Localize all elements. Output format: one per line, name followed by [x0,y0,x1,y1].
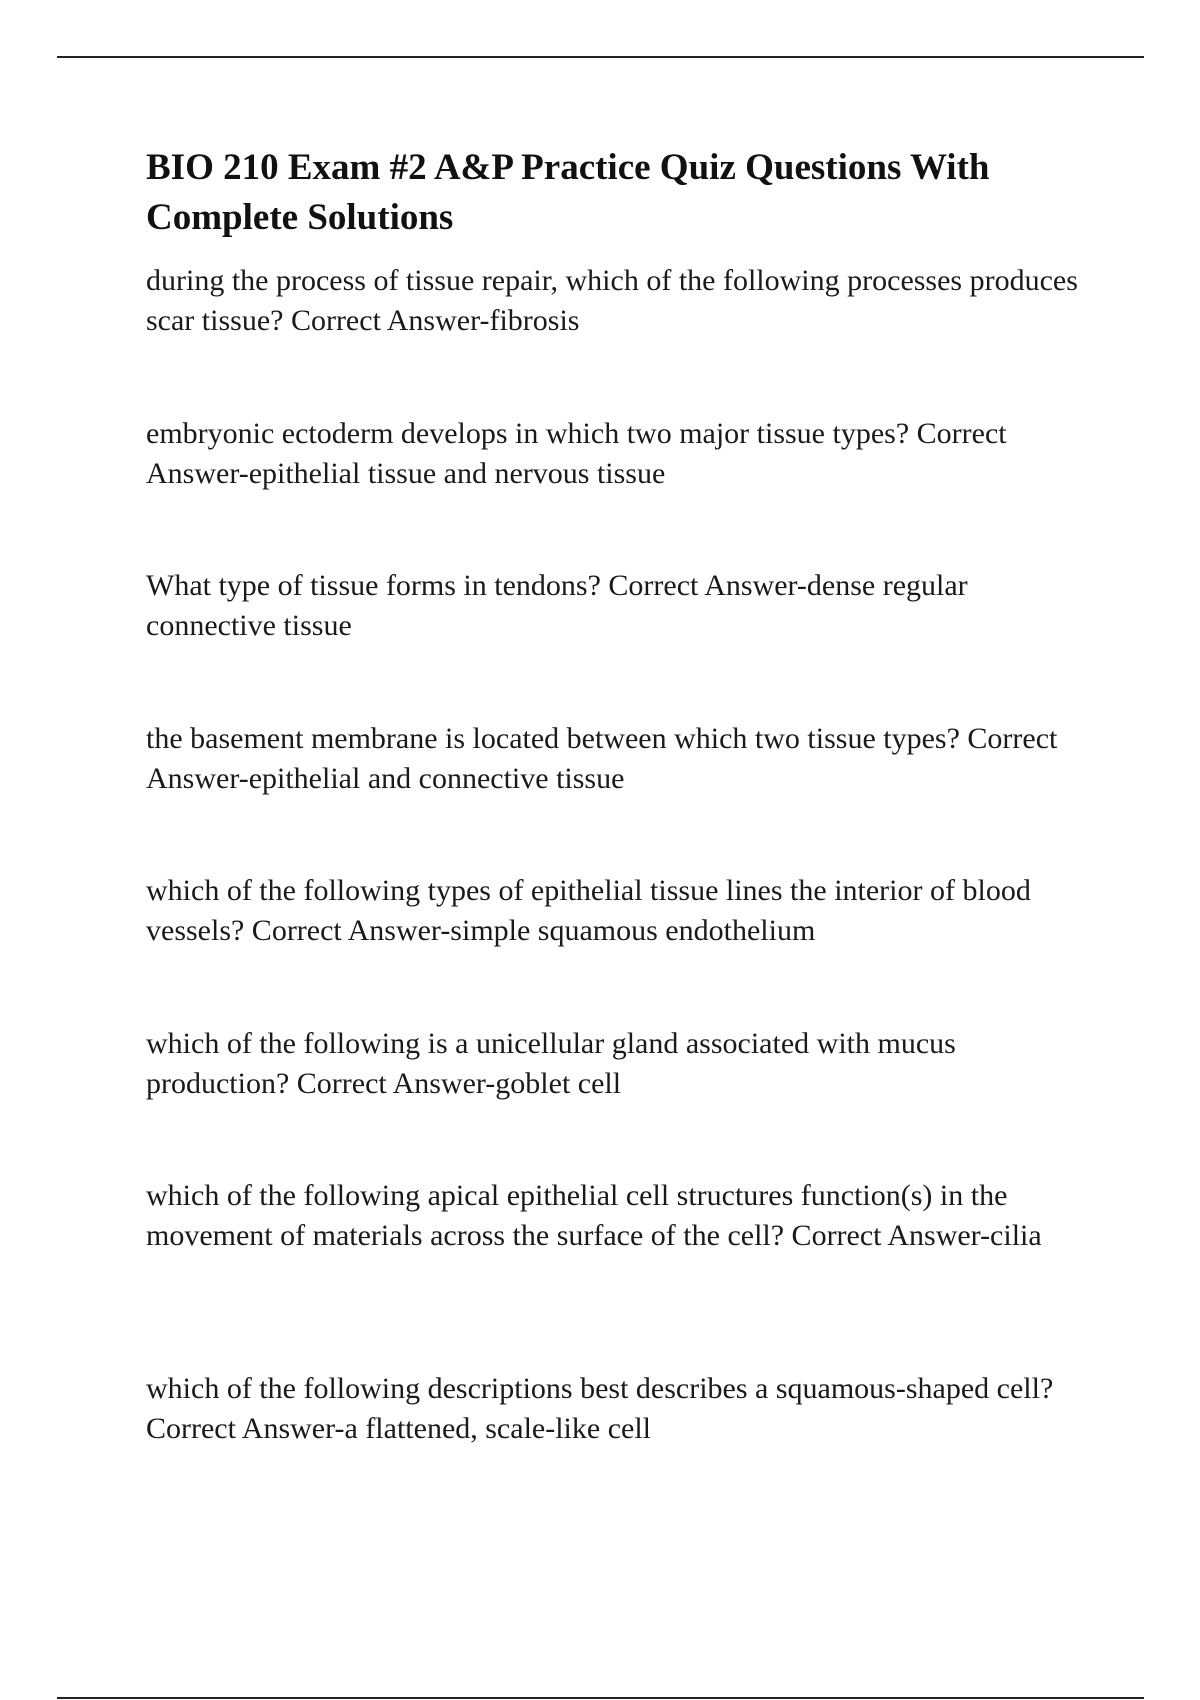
qa-item: which of the following descriptions best describes a squamous-shaped cell? Correct Answer-a flattened, scale-like cell [146,1372,1054,1445]
qa-item: which of the following is a unicellular gland associated with mucus production? Correct Answer-goblet cell [146,1027,956,1100]
footer-rule [57,1697,1144,1699]
qa-item: which of the following types of epithelial tissue lines the interior of blood vessels? Correct Answer-simple squamous endothelium [146,874,1031,947]
qa-item: What type of tissue forms in tendons? Correct Answer-dense regular connective tissue [146,569,968,642]
qa-item: during the process of tissue repair, which of the following processes produces scar tissue? Correct Answer-fibrosis [146,264,1078,337]
header-rule [57,56,1144,58]
qa-item: which of the following apical epithelial cell structures function(s) in the movement of materials across the surface of the cell? Correct Answer-cilia [146,1179,1042,1252]
document-title: BIO 210 Exam #2 A&P Practice Quiz Questions With Complete Solutions [146,147,990,238]
qa-item: the basement membrane is located between which two tissue types? Correct Answer-epithelial and connective tissue [146,722,1058,795]
qa-item: embryonic ectoderm develops in which two major tissue types? Correct Answer-epithelial tissue and nervous tissue [146,417,1007,490]
